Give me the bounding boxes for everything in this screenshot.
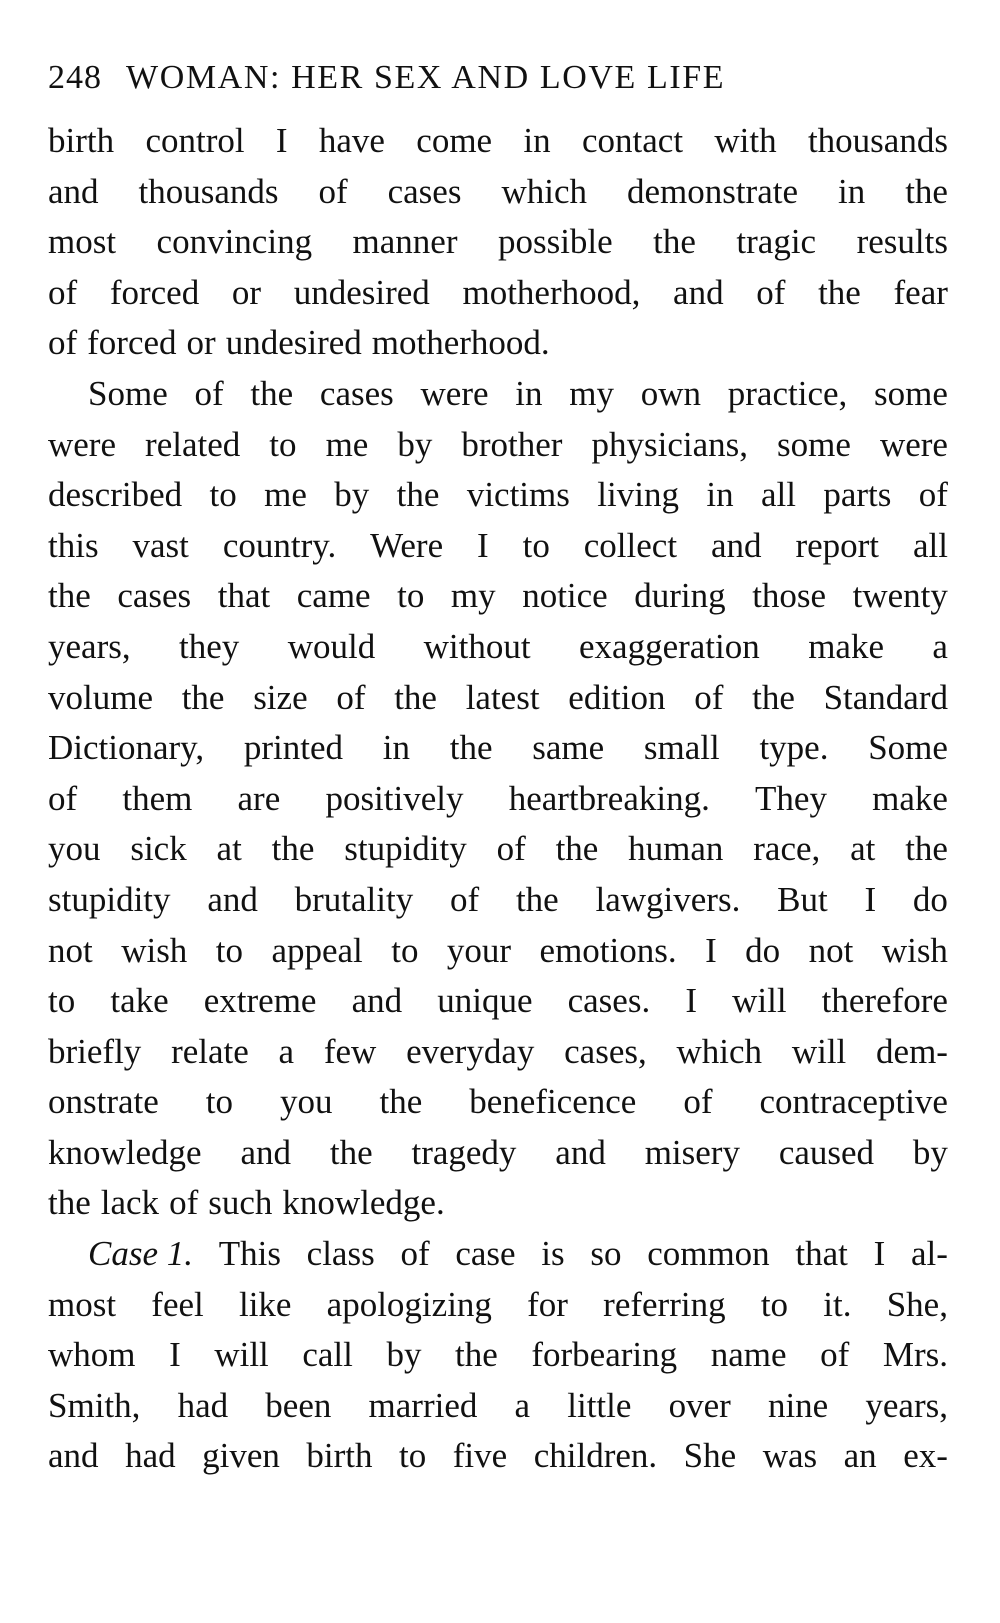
word: cases [387, 171, 462, 211]
word: had [125, 1436, 176, 1476]
word: undesired [225, 323, 362, 363]
case-label: Case 1. [88, 1234, 193, 1274]
word: most [48, 222, 117, 262]
word: They [755, 778, 827, 818]
word: cases [117, 576, 192, 616]
word: an [843, 1436, 877, 1476]
word: you [48, 829, 101, 869]
word: But [777, 879, 828, 919]
word: sick [130, 829, 187, 869]
word: that [217, 576, 271, 616]
word: a [932, 626, 948, 666]
text-line [48, 1229, 948, 1280]
word: al- [910, 1234, 948, 1274]
word: contraceptive [759, 1082, 948, 1122]
word: the [752, 677, 795, 717]
word: me [264, 475, 307, 515]
text-line [48, 571, 948, 622]
word: demonstrate [626, 171, 799, 211]
word: I [477, 525, 489, 565]
body-text [48, 116, 948, 1482]
word: some [777, 424, 851, 464]
word: possible [497, 222, 613, 262]
text-line [48, 369, 948, 420]
word: to [269, 424, 297, 464]
word: was [762, 1436, 818, 1476]
book-page [48, 48, 948, 1588]
word: in [382, 728, 410, 768]
word: to [522, 525, 550, 565]
word: Smith, [48, 1385, 141, 1425]
word: five [452, 1436, 508, 1476]
word: make [808, 626, 884, 666]
word: extreme [203, 981, 317, 1021]
word: race, [753, 829, 821, 869]
text-line [48, 1330, 948, 1381]
word: victims [466, 475, 570, 515]
word: Some [88, 373, 168, 413]
word: edition [568, 677, 666, 717]
word: the [48, 576, 91, 616]
word: of [694, 677, 724, 717]
text-line [48, 1178, 948, 1229]
word: control [145, 121, 245, 160]
text-line [48, 167, 948, 218]
word: all [912, 525, 948, 565]
word: would [287, 626, 376, 666]
word: the [555, 829, 599, 869]
word: fear [893, 272, 948, 312]
word: Mrs. [882, 1335, 948, 1375]
word: of [169, 1183, 199, 1223]
word: appeal [271, 930, 363, 970]
text-line [48, 622, 948, 673]
word: married [368, 1385, 478, 1425]
text-line [48, 1128, 948, 1179]
word: whom [48, 1335, 136, 1375]
word: so [590, 1234, 622, 1274]
word: physicians, [591, 424, 749, 464]
word: will [214, 1335, 269, 1375]
word: report [795, 525, 880, 565]
word: of [194, 373, 224, 413]
word: stupidity [344, 829, 467, 869]
word: the [449, 728, 493, 768]
word: and [48, 171, 99, 211]
word: not [48, 930, 93, 970]
word: briefly [48, 1031, 142, 1071]
word: results [856, 222, 948, 262]
running-title: WOMAN: HER SEX AND LOVE LIFE [126, 59, 726, 96]
word: of [48, 323, 78, 363]
word: parts [823, 475, 892, 515]
word: living [597, 475, 679, 515]
word: I [864, 879, 877, 919]
word: had [177, 1385, 229, 1425]
word: Dictionary, [48, 728, 205, 768]
word: dem- [876, 1031, 948, 1071]
word: I [873, 1234, 886, 1274]
word: to [397, 576, 425, 616]
word: misery [644, 1132, 740, 1172]
word: little [567, 1385, 632, 1425]
word: to [48, 981, 76, 1021]
text-line [48, 926, 948, 977]
word: collect [583, 525, 678, 565]
word: notice [522, 576, 608, 616]
word: positively [325, 778, 464, 818]
text-line [48, 723, 948, 774]
word: described [48, 475, 183, 515]
word: ex- [903, 1436, 948, 1476]
word: came [296, 576, 371, 616]
word: by [386, 1335, 422, 1375]
word: by [334, 475, 370, 515]
word: volume [48, 677, 153, 717]
word: the [250, 373, 294, 413]
word: do [912, 879, 948, 919]
word: during [634, 576, 726, 616]
word: the [329, 1132, 373, 1172]
word: lawgivers. [595, 879, 741, 919]
word: given [202, 1436, 280, 1476]
word: which [676, 1031, 763, 1071]
word: to [209, 475, 237, 515]
word: the [818, 272, 861, 312]
word: by [912, 1132, 948, 1172]
word: brother [461, 424, 563, 464]
word: She, [886, 1284, 948, 1324]
word: such [208, 1183, 273, 1223]
word: to [399, 1436, 427, 1476]
word: to [205, 1082, 234, 1122]
word: therefore [821, 981, 948, 1021]
word: without [423, 626, 531, 666]
word: the [396, 475, 440, 515]
text-line [48, 470, 948, 521]
word: of [318, 171, 348, 211]
word: a [278, 1031, 295, 1071]
word: I [685, 981, 697, 1021]
word: do [745, 930, 781, 970]
word: latest [465, 677, 540, 717]
word: and [351, 981, 403, 1021]
word: brutality [294, 879, 414, 919]
word: feel [151, 1284, 204, 1324]
word: forbearing [531, 1335, 678, 1375]
word: of [450, 879, 480, 919]
word: the [394, 677, 437, 717]
word: own [640, 373, 702, 413]
word: I [705, 930, 717, 970]
word: wish [881, 930, 948, 970]
word: birth [48, 121, 115, 160]
word: printed [243, 728, 344, 768]
word: of [683, 1082, 713, 1122]
word: and [48, 1436, 99, 1476]
word: of [400, 1234, 430, 1274]
word: them [122, 778, 193, 818]
word: twenty [852, 576, 948, 616]
word: been [265, 1385, 332, 1425]
word: those [752, 576, 827, 616]
text-line [48, 774, 948, 825]
word: nine [767, 1385, 829, 1425]
word: in [837, 171, 866, 211]
text-line [48, 521, 948, 572]
word: small [643, 728, 720, 768]
text-line [48, 318, 948, 369]
word: were [879, 424, 948, 464]
word: or [231, 272, 262, 312]
word: thousands [138, 171, 279, 211]
word: it. [823, 1284, 852, 1324]
word: my [450, 576, 496, 616]
word: will [732, 981, 787, 1021]
word: the [48, 1183, 91, 1223]
word: at [216, 829, 242, 869]
text-line [48, 976, 948, 1027]
word: years, [48, 626, 131, 666]
word: case [455, 1234, 516, 1274]
word: they [179, 626, 240, 666]
word: of [48, 272, 78, 312]
word: in [515, 373, 543, 413]
word: emotions. [539, 930, 677, 970]
word: are [237, 778, 281, 818]
word: years, [865, 1385, 948, 1425]
word: cases. [567, 981, 651, 1021]
word: Standard [823, 677, 948, 717]
word: I [275, 121, 288, 160]
word: lack [100, 1183, 160, 1223]
word: a [514, 1385, 531, 1425]
text-line [48, 1077, 948, 1128]
word: common [647, 1234, 770, 1274]
running-head [48, 48, 948, 108]
word: exaggeration [579, 626, 760, 666]
word: and [710, 525, 762, 565]
word: of [820, 1335, 850, 1375]
word: Were [370, 525, 444, 565]
word: the [379, 1082, 423, 1122]
word: the [905, 829, 948, 869]
word: that [795, 1234, 848, 1274]
word: the [271, 829, 315, 869]
word: same [532, 728, 605, 768]
word: of [48, 778, 78, 818]
word: size [253, 677, 308, 717]
text-line [48, 824, 948, 875]
text-line [48, 1280, 948, 1331]
word: apologizing [326, 1284, 492, 1324]
word: the [515, 879, 559, 919]
word: not [808, 930, 854, 970]
word: of [918, 475, 948, 515]
word: She [683, 1436, 737, 1476]
word: the [905, 171, 948, 211]
text-line [48, 1431, 948, 1482]
word: I [169, 1335, 181, 1375]
word: with [714, 121, 777, 160]
word: country. [222, 525, 337, 565]
word: contact [581, 121, 684, 160]
word: beneficence [469, 1082, 637, 1122]
word: tragedy [411, 1132, 517, 1172]
word: referring [603, 1284, 726, 1324]
page-number: 248 [48, 59, 102, 96]
word: motherhood, [462, 272, 641, 312]
word: come [416, 121, 493, 160]
word: most [48, 1284, 117, 1324]
word: caused [778, 1132, 875, 1172]
word: make [872, 778, 948, 818]
word: heartbreaking. [508, 778, 710, 818]
word: take [110, 981, 169, 1021]
word: related [145, 424, 241, 464]
word: and [555, 1132, 606, 1172]
word: by [397, 424, 433, 464]
word: in [523, 121, 551, 160]
word: relate [171, 1031, 249, 1071]
text-line [48, 673, 948, 724]
word: thousands [807, 121, 948, 160]
word: vast [132, 525, 189, 565]
text-line [48, 1381, 948, 1432]
word: stupidity [48, 879, 171, 919]
word: which [501, 171, 587, 211]
text-line [48, 1027, 948, 1078]
word: to [215, 930, 243, 970]
word: and [207, 879, 258, 919]
word: birth [306, 1436, 373, 1476]
word: forced [87, 323, 177, 363]
word: onstrate [48, 1082, 159, 1122]
word: like [238, 1284, 292, 1324]
word: few [323, 1031, 377, 1071]
word: were [420, 373, 489, 413]
word: at [850, 829, 876, 869]
word: convincing [156, 222, 313, 262]
word: to [760, 1284, 789, 1324]
word: This [218, 1234, 281, 1274]
word: wish [121, 930, 188, 970]
word: some [874, 373, 948, 413]
word: for [527, 1284, 568, 1324]
text-line [48, 116, 948, 167]
word: all [760, 475, 796, 515]
word: knowledge [48, 1132, 202, 1172]
word: is [541, 1234, 565, 1274]
word: Some [868, 728, 948, 768]
word: forced [109, 272, 200, 312]
word: the [653, 222, 696, 262]
word: call [302, 1335, 353, 1375]
word: and [240, 1132, 291, 1172]
word: type. [759, 728, 829, 768]
word: the [455, 1335, 498, 1375]
word: the [181, 677, 225, 717]
word: you [280, 1082, 333, 1122]
word: and [673, 272, 724, 312]
word: your [446, 930, 512, 970]
word: to [391, 930, 419, 970]
text-line [48, 875, 948, 926]
word: of [756, 272, 786, 312]
word: cases, [564, 1031, 647, 1071]
word: name [710, 1335, 787, 1375]
word: have [318, 121, 385, 160]
word: cases [319, 373, 394, 413]
word: this [48, 525, 99, 565]
word: motherhood. [371, 323, 550, 363]
word: human [628, 829, 724, 869]
text-line [48, 268, 948, 319]
word: tragic [736, 222, 817, 262]
word: were [48, 424, 117, 464]
word: undesired [293, 272, 430, 312]
word: of [496, 829, 526, 869]
text-line [48, 217, 948, 268]
word: my [569, 373, 614, 413]
word: me [325, 424, 369, 464]
word: class [306, 1234, 375, 1274]
word: or [186, 323, 216, 363]
word: children. [533, 1436, 658, 1476]
word: unique [437, 981, 533, 1021]
word: knowledge. [282, 1183, 445, 1223]
word: manner [352, 222, 458, 262]
word: practice, [727, 373, 848, 413]
text-line [48, 420, 948, 471]
word: everyday [406, 1031, 535, 1071]
word: in [706, 475, 734, 515]
word: of [336, 677, 366, 717]
word: will [791, 1031, 847, 1071]
word: over [668, 1385, 731, 1425]
